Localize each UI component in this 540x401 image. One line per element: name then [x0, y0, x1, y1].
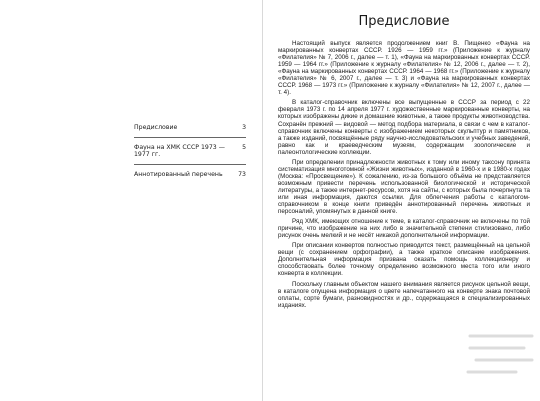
watermark-graphic [462, 328, 540, 380]
toc-entry-page: 3 [242, 124, 246, 131]
toc-entry[interactable] [134, 171, 246, 179]
table-of-contents [134, 124, 246, 178]
preface-paragraph: При описании конвертов полностью приводится текст, размещённый на цельной вещи (с сохранением орфографии), а также краткое описание изображения. Дополнительная информация призвана оказать помощь коллекционеру и способствовать более точному определению возможного места того или иного конверта в коллекции. [278, 242, 530, 278]
toc-divider [134, 137, 246, 138]
toc-entry-title: Предисловие [134, 124, 178, 131]
page-title: Предисловие [358, 14, 450, 29]
preface-paragraph: Поскольку главным объектом нашего внимания является рисунок цельной вещи, в каталоге опущена информация о цвете напечатанного на конверте знака почтовой оплаты, сорте бумаги, разновидностях и др., содержащаяся в специализированных изданиях. [278, 280, 530, 309]
page-gutter [262, 0, 263, 401]
toc-divider [134, 164, 246, 165]
toc-entry-page: 5 [242, 143, 246, 151]
toc-entry-title: Фауна на ХМК СССР 1973 — 1977 гг. [134, 143, 225, 159]
preface-paragraph: В каталог-справочник включены все выпущенные в СССР за период с 22 февраля 1973 г. по 14 апреля 1977 г. художественные маркированные конверты, на которых изображены дикие и домашние животные, а также продукты животноводства. Сохранён прежний — видовой — метод подбора материала, в связи с чем в каталог-справочник включены конверты с изображением некоторых скульптур и памятников, а также изданий, посвящённые ряду научно-исследовательских и учебных заведений, равно как и краеведческим музеям, содержащим зоологические и палеонтологические коллекции. [278, 99, 530, 156]
preface-page [278, 14, 530, 312]
preface-paragraph: При определении принадлежности животных к тому или иному таксону принята систематизация многотомной «Жизни животных», изданной в 1960-х и в 1980-х годах (Москва: «Просвещение»). К сожалению, из-за большого объёма не представляется возможным привести перечень использованной биологической и исторической литературы, а также интернет-ресурсов, хотя на сайты, с которых была почерпнута та или иная информация, даются ссылки. Для облегчения работы с каталогом-справочником в конце книги приведён аннотированный перечень животных и персоналий, упомянутых в данной книге. [278, 158, 530, 216]
toc-entry-title: Аннотированный перечень [134, 170, 223, 178]
toc-entry[interactable] [134, 144, 246, 159]
toc-entry[interactable] [134, 124, 246, 132]
preface-paragraph: Ряд ХМК, имеющих отношение к теме, в каталог-справочник не включены по той причине, что изображение на них либо в значительной степени стилизовано, либо рисунок очень мелкий и не несёт никакой дополнительной информации. [278, 218, 530, 240]
toc-entry-page: 73 [238, 170, 246, 178]
preface-paragraph: Настоящий выпуск является продолжением книг В. Пищенко «Фауна на маркированных конвертах СССР. 1926 — 1959 гг.» (Приложение к журналу «Филателия» № 7, 2006 г., далее — т. 1), «Фауна на маркированных конвертах СССР. 1959 — 1964 гг.» (Приложение к журналу «Филателия» № 12, 2006 г., далее — т. 2), «Фауна на маркированных конвертах СССР. 1964 — 1968 гг.» (Приложение к журналу «Филателия» № 6, 2007 г., далее — т. 3) и «Фауна на маркированных конвертах СССР. 1968 — 1973 гг.» (Приложение к журналу «Филателия» № 12, 2007 г., далее — т. 4). [278, 40, 530, 97]
